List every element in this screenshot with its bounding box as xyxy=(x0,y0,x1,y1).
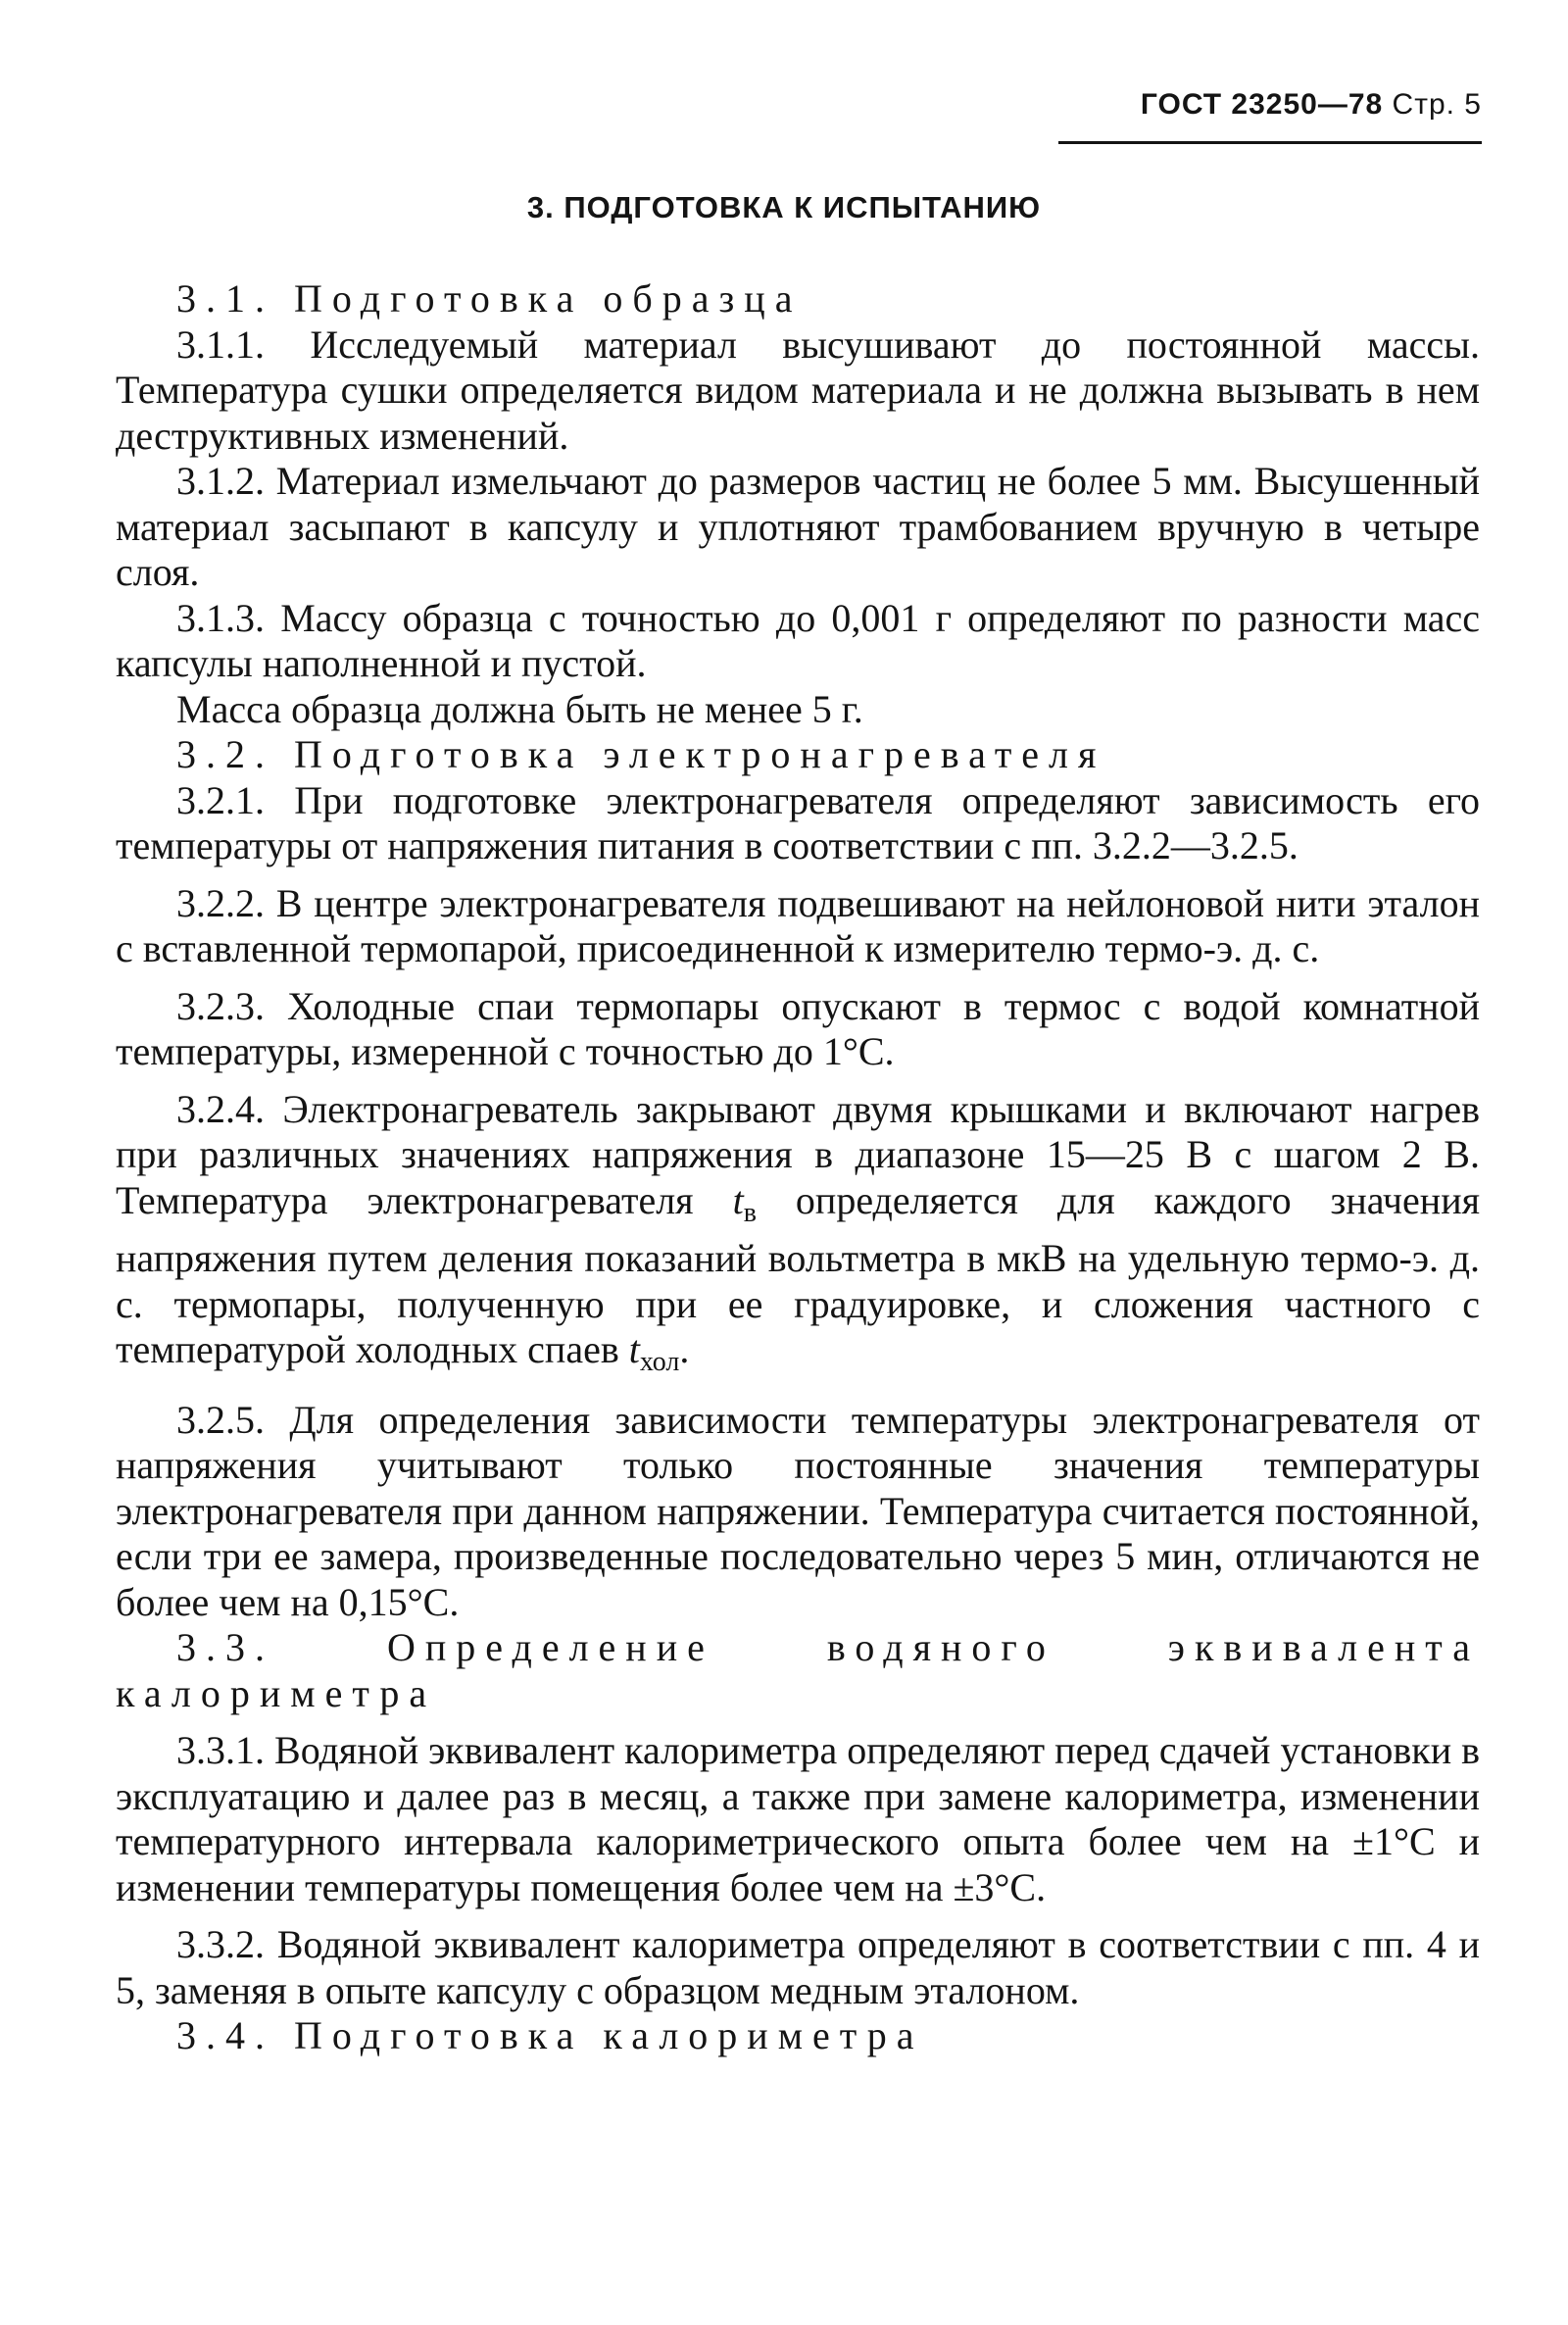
paragraph-3-1-1: 3.1.1. Исследуемый материал высушивают до постоянной массы. Температура сушки определяется видом материала и не должна вызывать в нем деструктивных изменений. xyxy=(116,322,1480,458)
subsection-heading-3-3: 3.3. Определение водяного эквивалента калориметра xyxy=(116,1625,1480,1715)
paragraph-3-1-3: 3.1.3. Массу образца с точностью до 0,001 г определяют по разности масс капсулы наполненной и пустой. xyxy=(116,595,1480,685)
paragraph-3-2-1: 3.2.1. При подготовке электронагревателя определяют зависимость его температуры от напряжения питания в соответствии с пп. 3.2.2—3.2.5. xyxy=(116,777,1480,867)
paragraph-3-2-4-part-3: . xyxy=(679,1327,690,1371)
paragraph-3-2-4-part-2: определяется для каждого значения напряжения путем деления показаний вольтметра в мкВ на удельную термо-э. д. с. термопары, полученную при ее градуировке, и сложения частного с температурой холодных спаев xyxy=(116,1177,1481,1371)
section-title: 3. ПОДГОТОВКА К ИСПЫТАНИЮ xyxy=(526,190,1042,224)
paragraph-3-3-1: 3.3.1. Водяной эквивалент калориметра определяют перед сдачей установки в эксплуатацию и далее раз в месяц, а также при замене калориметра, изменении температурного интервала калориметрического опыта более чем на ±1°С и изменении температуры помещения более чем на ±3°С. xyxy=(116,1728,1480,1909)
paragraph-3-2-2: 3.2.2. В центре электронагревателя подвешивают на нейлоновой нити эталон с вставленной термопарой, присоединенной к измерителю термо-э. д. с. xyxy=(116,880,1480,970)
paragraph-3-2-3: 3.2.3. Холодные спаи термопары опускают в термос с водой комнатной температуры, измеренной с точностью до 1°С. xyxy=(116,983,1480,1073)
paragraph-3-1-2: 3.1.2. Материал измельчают до размеров частиц не более 5 мм. Высушенный материал засыпают в капсулу и уплотняют трамбованием вручную в четыре слоя. xyxy=(116,459,1480,594)
cold-junction-temperature-symbol: t xyxy=(628,1327,640,1371)
page-header xyxy=(1058,82,1482,144)
subsection-heading-3-4: 3.4. Подготовка калориметра xyxy=(176,2013,924,2057)
page-number: Стр. 5 xyxy=(1392,88,1482,121)
heater-temperature-symbol: t xyxy=(732,1177,744,1222)
paragraph-3-2-5: 3.2.5. Для определения зависимости температуры электронагревателя от напряжения учитывают только постоянные значения температуры электронагревателя при данном напряжении. Температура считается постоянной, если три ее замера, произведенные последовательно через 5 мин, отличаются не более чем на 0,15°С. xyxy=(116,1397,1480,1624)
subsection-heading-3-1: 3.1. Подготовка образца xyxy=(176,276,803,321)
document-body xyxy=(116,276,1480,2059)
paragraph-3-3-2: 3.3.2. Водяной эквивалент калориметра определяют в соответствии с пп. 4 и 5, заменяя в опыте капсулу с образцом медным эталоном. xyxy=(116,1922,1480,2012)
heater-temperature-subscript: в xyxy=(743,1197,757,1228)
paragraph-sample-mass: Масса образца должна быть не менее 5 г. xyxy=(176,686,863,731)
cold-junction-temperature-subscript: хол xyxy=(639,1347,680,1377)
paragraph-3-2-4 xyxy=(116,1087,1480,1386)
standard-id: ГОСТ 23250—78 xyxy=(1140,88,1384,121)
paragraph-3-2-4-part-1: 3.2.4. Электронагреватель закрывают двумя крышками и включают нагрев при различных значениях напряжения в диапазоне 15—25 В с шагом 2 В. Температура электронагревателя xyxy=(116,1086,1480,1222)
subsection-heading-3-2: 3.2. Подготовка электронагревателя xyxy=(176,732,1106,776)
